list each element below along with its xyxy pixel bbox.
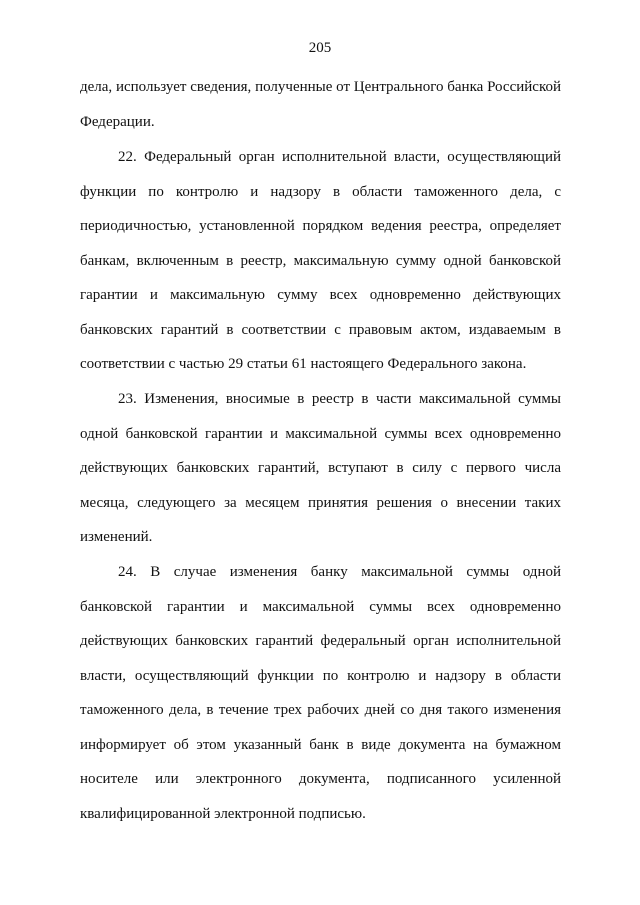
paragraph-23: [80, 389, 561, 562]
paragraph-line: соответствии с частью 29 статьи 61 настоящего Федерального закона.: [80, 356, 527, 372]
paragraph-line: банковской гарантии и максимальной суммы всех одновременно: [80, 598, 561, 615]
paragraph-line: носителе или электронного документа, подписанного усиленной: [80, 771, 561, 787]
paragraph-line: 22. Федеральный орган исполнительной власти, осуществляющий: [118, 149, 561, 165]
paragraph-line: квалифицированной электронной подписью.: [80, 805, 366, 822]
paragraph-line: изменений.: [80, 529, 153, 545]
paragraph-continuation: [80, 77, 561, 146]
paragraph-line: 24. В случае изменения банку максимальной суммы одной: [118, 564, 561, 580]
paragraph-line: дела, использует сведения, полученные от Центрального банка Российской: [80, 79, 561, 95]
paragraph-line: банковских гарантий в соответствии с правовым актом, издаваемым в: [80, 321, 561, 338]
paragraph-line: действующих банковских гарантий федеральный орган исполнительной: [80, 633, 561, 649]
paragraph-line: гарантии и максимальную сумму всех одновременно действующих: [80, 287, 561, 303]
paragraph-line: банкам, включенным в реестр, максимальную сумму одной банковской: [80, 252, 561, 269]
page-number: 205: [308, 40, 332, 56]
paragraph-24: [80, 562, 561, 838]
paragraph-line: функции по контролю и надзору в области таможенного дела, с: [80, 183, 561, 200]
paragraph-line: периодичностью, установленной порядком ведения реестра, определяет: [80, 218, 561, 234]
paragraph-line: действующих банковских гарантий, вступают в силу с первого числа: [80, 460, 561, 476]
paragraph-line: одной банковской гарантии и максимальной суммы всех одновременно: [80, 425, 561, 442]
paragraph-line: Федерации.: [80, 113, 155, 130]
paragraph-line: информирует об этом указанный банк в виде документа на бумажном: [80, 736, 561, 753]
paragraph-22: [80, 147, 561, 389]
paragraph-line: власти, осуществляющий функции по контролю и надзору в области: [80, 667, 561, 684]
paragraph-line: 23. Изменения, вносимые в реестр в части максимальной суммы: [118, 391, 561, 407]
paragraph-line: таможенного дела, в течение трех рабочих дней со дня такого изменения: [80, 702, 561, 718]
paragraph-line: месяца, следующего за месяцем принятия решения о внесении таких: [80, 494, 561, 511]
